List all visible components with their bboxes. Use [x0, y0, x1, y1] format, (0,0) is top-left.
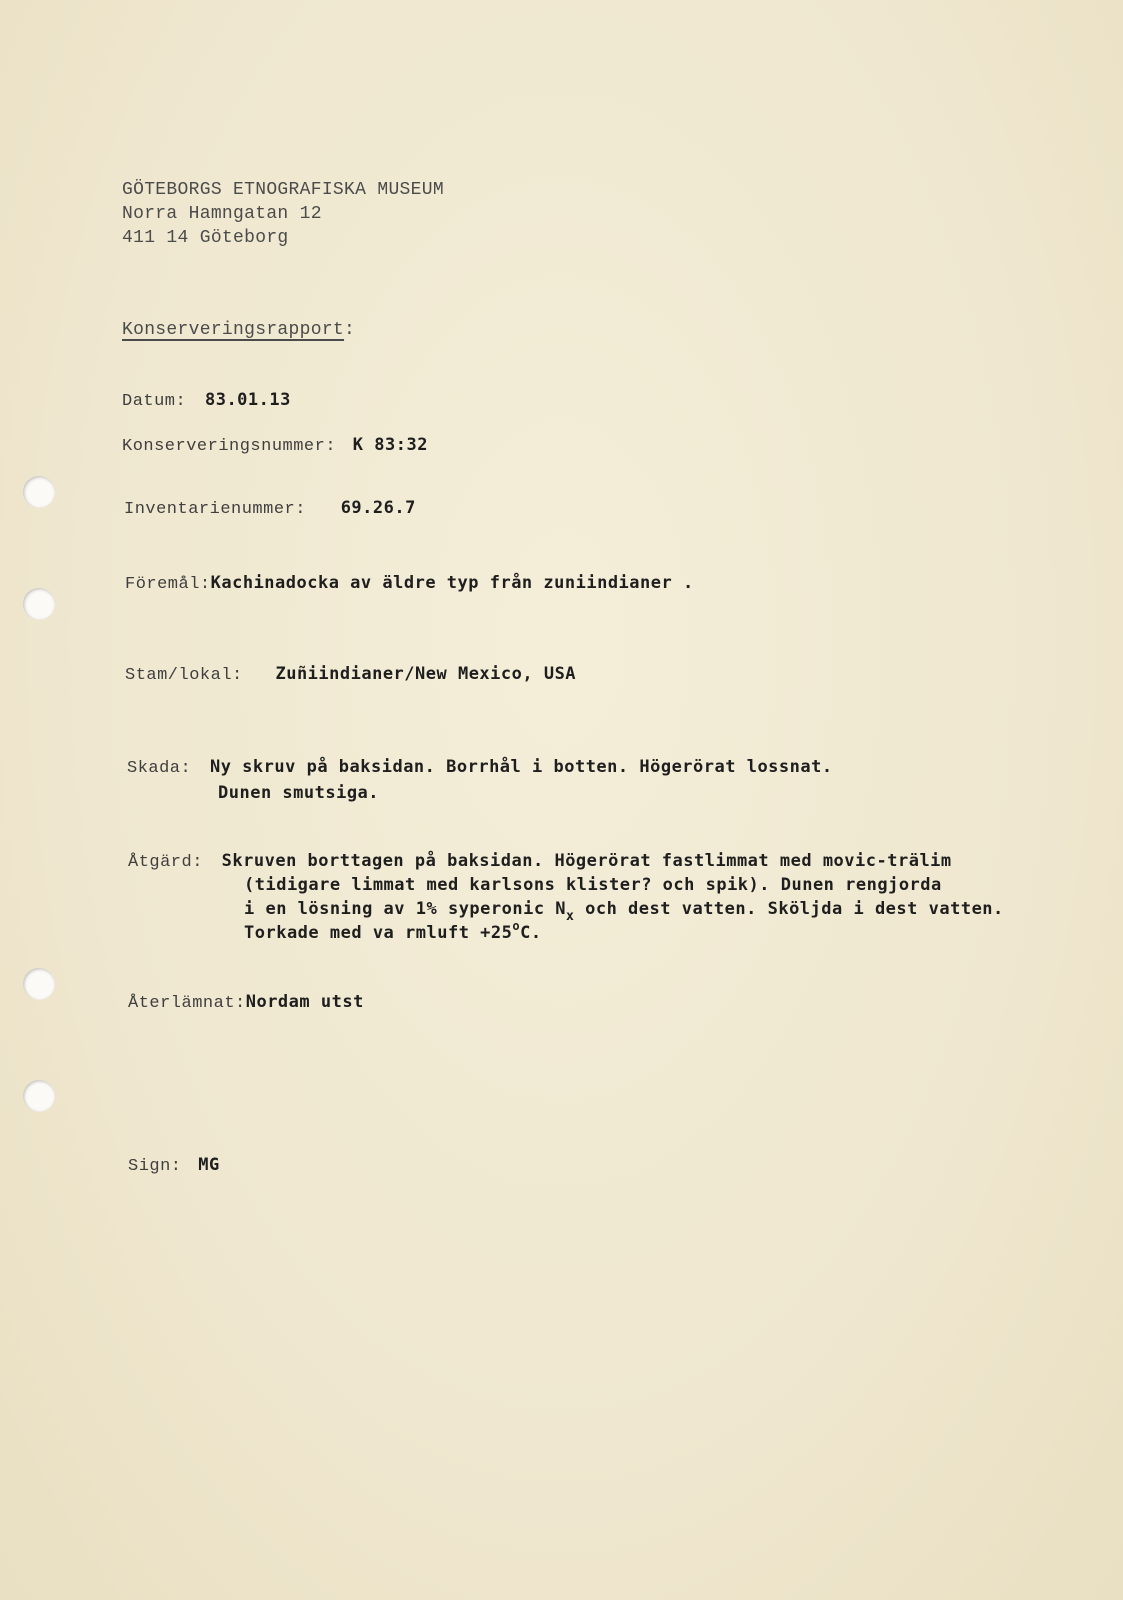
skada-row	[127, 757, 833, 778]
sign-row	[128, 1155, 220, 1176]
atgard-line-4a: Torkade med va rmluft +25	[244, 923, 513, 943]
foremal-value: Kachinadocka av äldre typ från zuniindianer .	[210, 573, 694, 593]
atgard-line-2: (tidigare limmat med karlsons klister? och spik). Dunen rengjorda	[244, 875, 942, 895]
punch-hole	[23, 476, 55, 508]
skada-line-2: Dunen smutsiga.	[218, 783, 380, 803]
aterlamnat-label: Återlämnat:	[128, 994, 246, 1013]
punch-hole	[23, 588, 55, 620]
degree-superscript: o	[512, 919, 521, 933]
museum-city: 411 14 Göteborg	[122, 228, 289, 248]
report-title: Konserveringsrapport	[122, 320, 345, 340]
stam-value: Zuñiindianer/New Mexico, USA	[275, 664, 577, 684]
atgard-line-4b: C.	[520, 923, 542, 943]
invnr-row	[124, 498, 416, 519]
datum-label: Datum:	[122, 392, 187, 411]
atgard-row	[128, 851, 952, 872]
aterlamnat-value: Nordam utst	[245, 992, 364, 1012]
sign-label: Sign:	[128, 1157, 182, 1176]
report-title-row	[122, 320, 355, 340]
atgard-label: Åtgärd:	[128, 853, 203, 872]
atgard-subscript: x	[566, 909, 575, 924]
datum-value: 83.01.13	[204, 390, 291, 410]
invnr-value: 69.26.7	[340, 498, 416, 518]
aterlamnat-row	[128, 992, 364, 1013]
atgard-line-4	[244, 919, 542, 943]
invnr-label: Inventarienummer:	[124, 500, 306, 519]
konsnr-row	[122, 435, 428, 456]
atgard-line-3	[244, 899, 1004, 924]
skada-line-1: Ny skruv på baksidan. Borrhål i botten. Högerörat lossnat.	[209, 757, 833, 777]
atgard-line-3b: och dest vatten. Sköljda i dest vatten.	[574, 899, 1004, 919]
stam-row	[125, 664, 576, 685]
stam-label: Stam/lokal:	[125, 666, 243, 685]
sign-value: MG	[198, 1155, 220, 1175]
foremal-label: Föremål:	[125, 575, 211, 594]
atgard-line-3a: i en lösning av 1% syperonic N	[244, 899, 567, 919]
atgard-line-1: Skruven borttagen på baksidan. Högerörat fastlimmat med movic-trälim	[221, 851, 952, 871]
museum-name: GÖTEBORGS ETNOGRAFISKA MUSEUM	[122, 180, 444, 200]
punch-hole	[23, 1080, 55, 1112]
datum-row	[122, 390, 291, 411]
foremal-row	[125, 573, 694, 594]
konsnr-value: K 83:32	[352, 435, 428, 455]
report-title-colon: :	[344, 320, 356, 340]
konsnr-label: Konserveringsnummer:	[122, 437, 337, 456]
punch-hole	[23, 968, 55, 1000]
museum-street: Norra Hamngatan 12	[122, 204, 322, 224]
skada-label: Skada:	[127, 759, 192, 778]
